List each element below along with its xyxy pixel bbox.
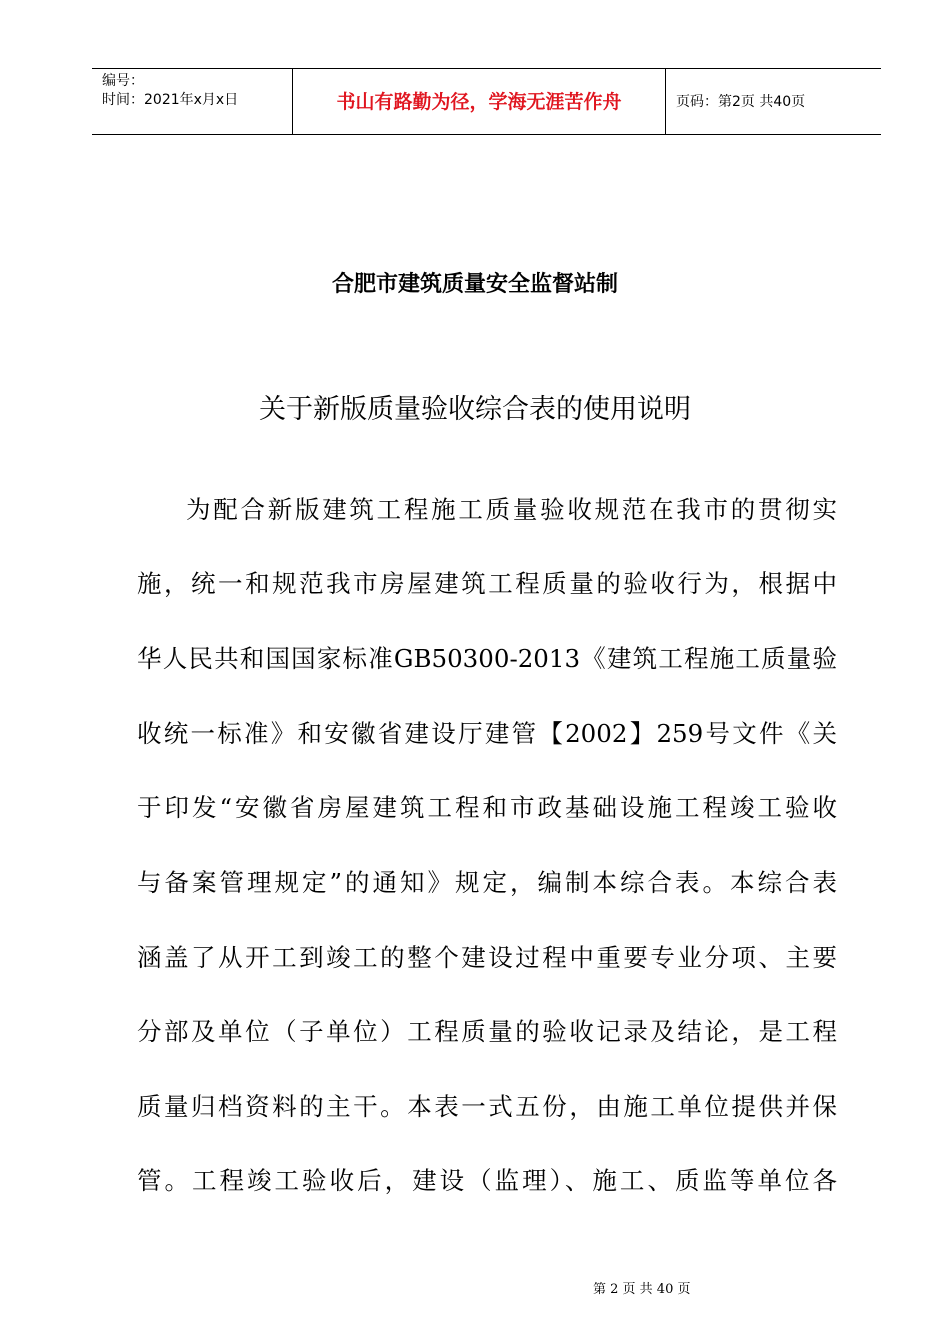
body-line-8: 分部及单位（子单位）工程质量的验收记录及结论，是工程 — [137, 1017, 837, 1046]
header-motto: 书山有路勤为径，学海无涯苦作舟 — [336, 91, 622, 113]
header-number-label: 编号： — [102, 73, 144, 89]
document-title: 关于新版质量验收综合表的使用说明 — [259, 394, 691, 425]
header-page-info: 页码：第2页 共40页 — [676, 94, 806, 110]
page-footer: 第 2 页 共 40 页 — [593, 1282, 691, 1297]
header-meta — [92, 69, 292, 135]
body-line-10: 管。工程竣工验收后，建设（监理）、施工、质监等单位各 — [137, 1166, 837, 1195]
body-line-7: 涵盖了从开工到竣工的整个建设过程中重要专业分项、主要 — [137, 943, 837, 972]
body-line-4: 收统一标准》和安徽省建设厅建管【2002】259号文件《关 — [137, 719, 837, 748]
body-line-5: 于印发“安徽省房屋建筑工程和市政基础设施工程竣工验收 — [137, 793, 837, 822]
body-line-1: 为配合新版建筑工程施工质量验收规范在我市的贯彻实 — [186, 495, 837, 524]
body-line-6: 与备案管理规定”的通知》规定，编制本综合表。本综合表 — [137, 868, 837, 897]
body-line-3: 华人民共和国国家标准GB50300-2013《建筑工程施工质量验 — [137, 644, 837, 673]
body-line-9: 质量归档资料的主干。本表一式五份，由施工单位提供并保 — [137, 1092, 837, 1121]
organization-name: 合肥市建筑质量安全监督站制 — [331, 272, 618, 297]
header-time-label: 时间：2021年x月x日 — [102, 92, 239, 108]
body-line-2: 施，统一和规范我市房屋建筑工程质量的验收行为，根据中 — [137, 569, 837, 598]
page-header — [92, 68, 881, 135]
